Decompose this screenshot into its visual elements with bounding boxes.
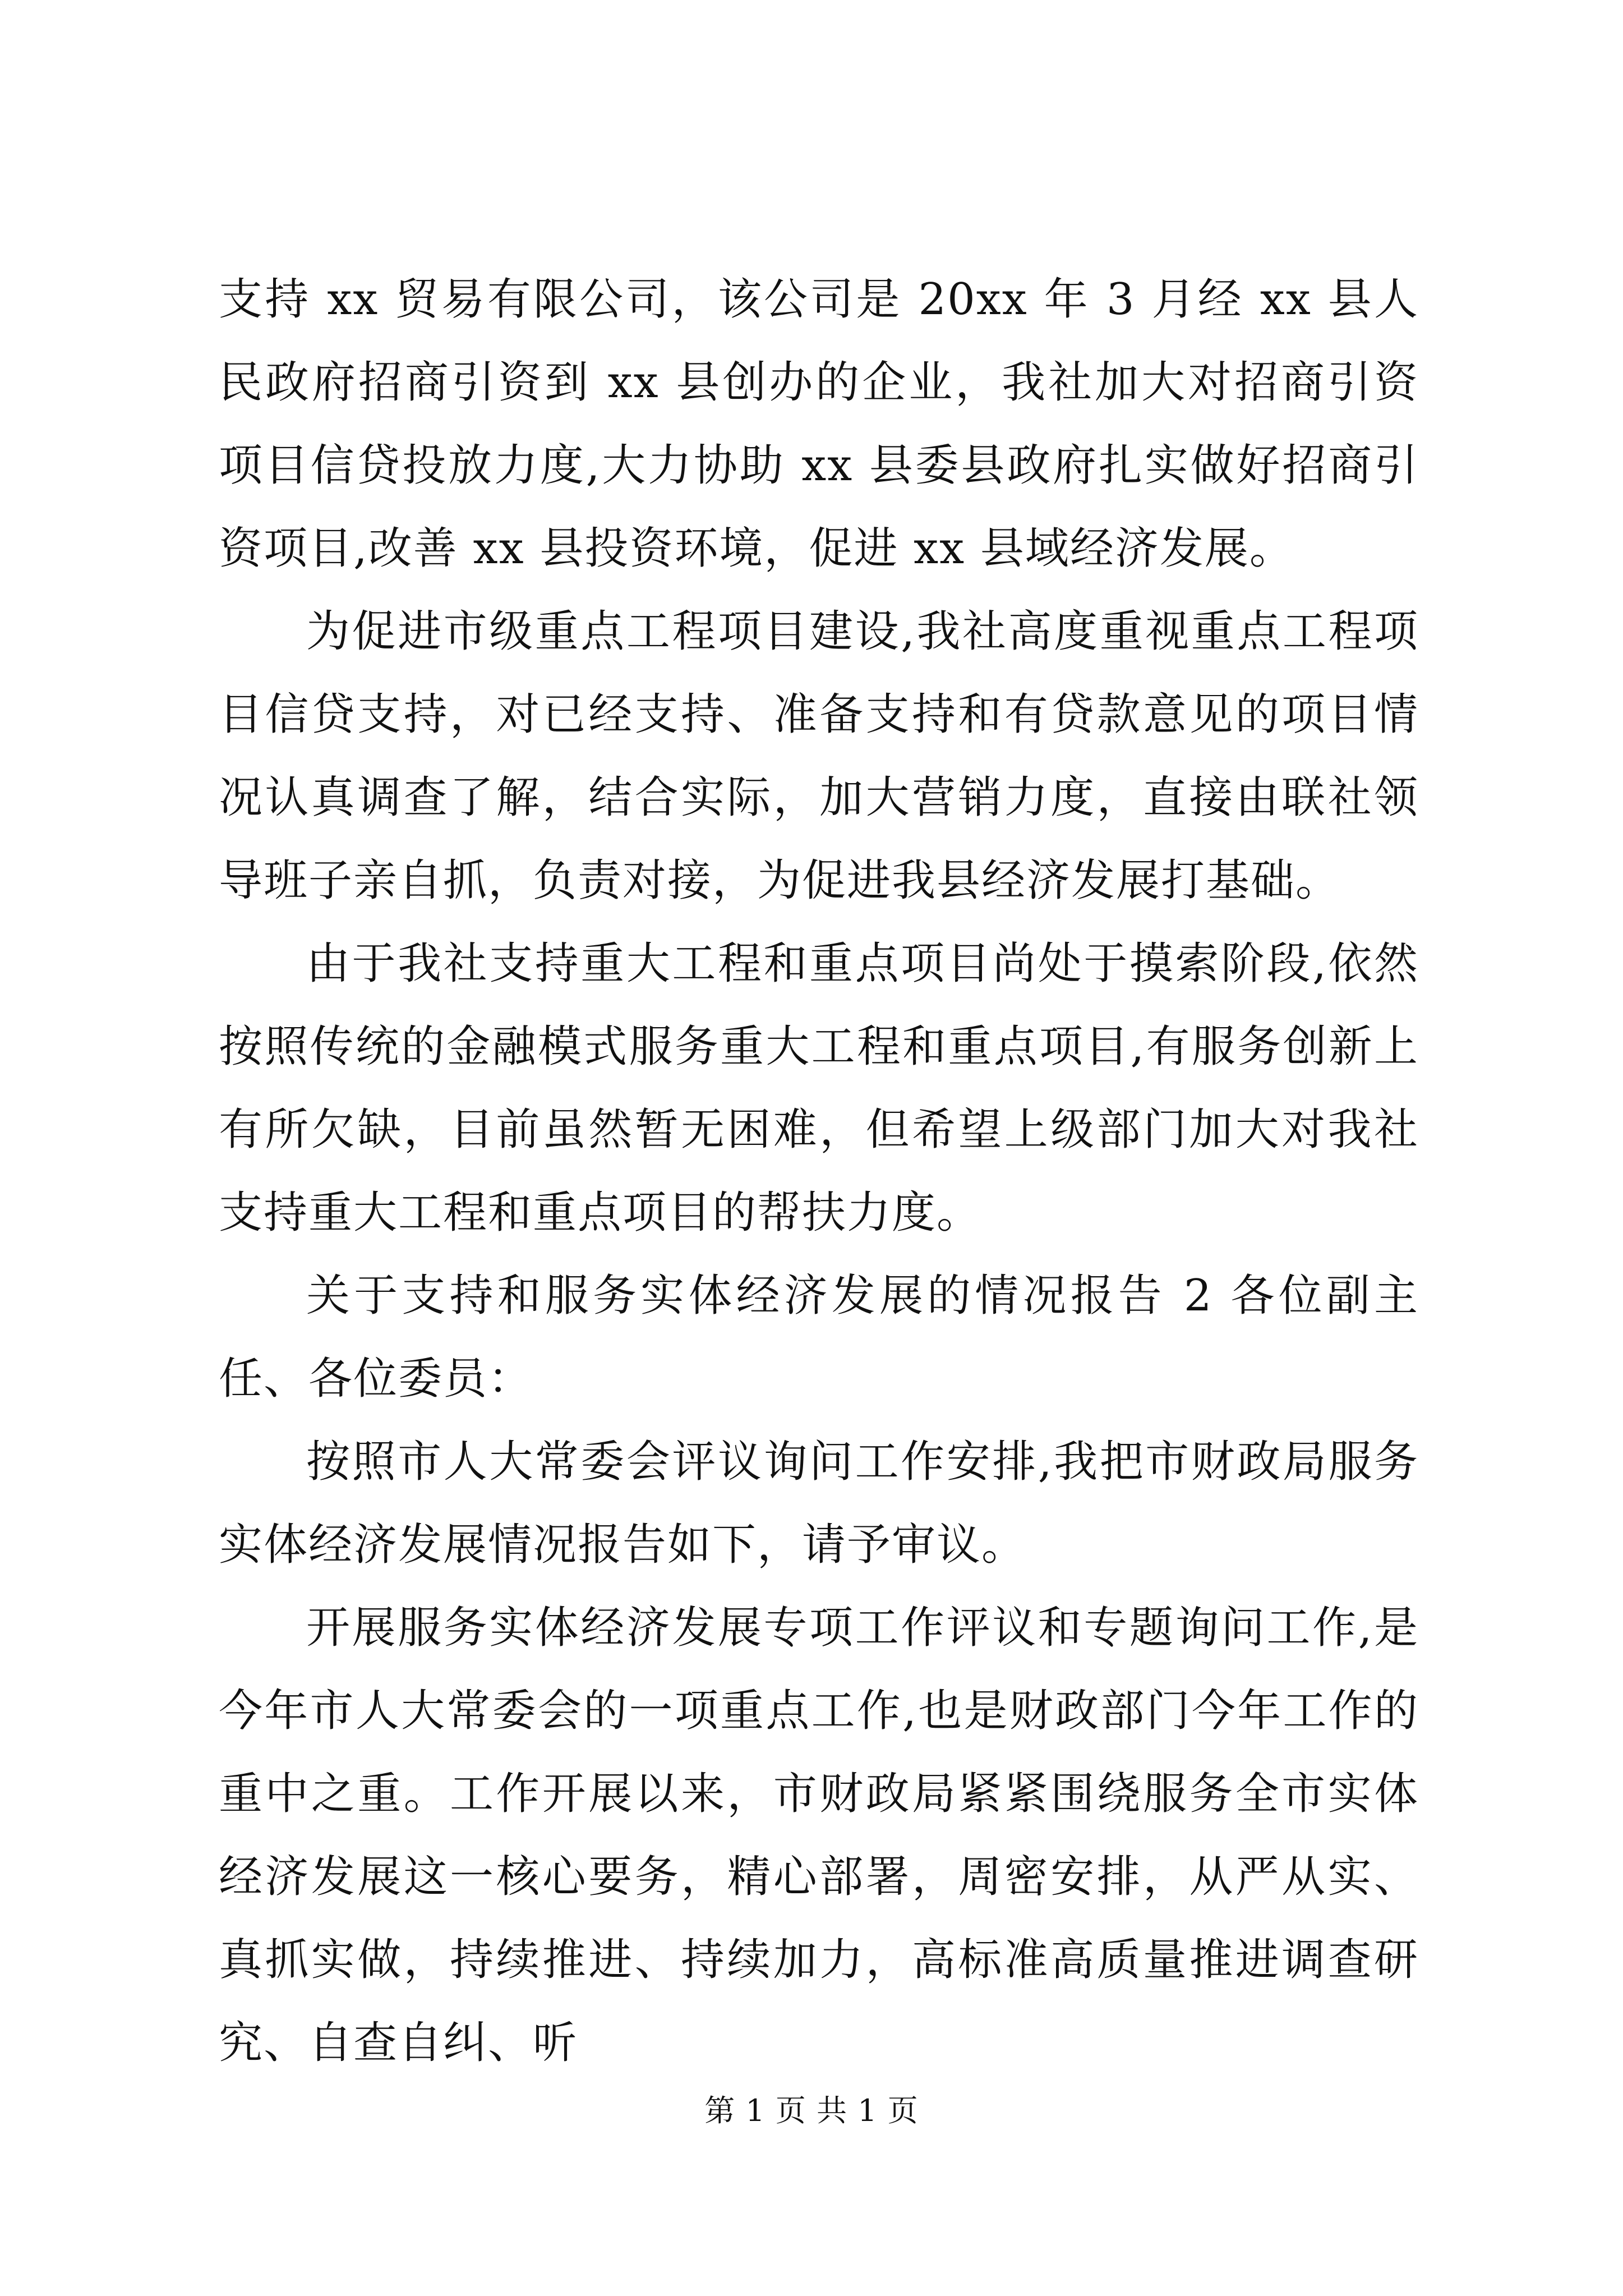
paragraph-1: 支持 xx 贸易有限公司，该公司是 20xx 年 3 月经 xx 县人民政府招商引资到 xx 县创办的企业，我社加大对招商引资项目信贷投放力度,大力协助 xx 县委县政府扎实做好招商引资项目,改善 xx 县投资环境，促进 xx 县域经济发展。 bbox=[219, 274, 1419, 574]
page-footer: 第 1 页 共 1 页 bbox=[704, 2093, 919, 2128]
paragraph-3: 由于我社支持重大工程和重点项目尚处于摸索阶段,依然按照传统的金融模式服务重大工程和重点项目,有服务创新上有所欠缺，目前虽然暂无困难，但希望上级部门加大对我社支持重大工程和重点项目的帮扶力度。 bbox=[219, 938, 1419, 1238]
paragraph-2: 为促进市级重点工程项目建设,我社高度重视重点工程项目信贷支持，对已经支持、准备支持和有贷款意见的项目情况认真调查了解，结合实际，加大营销力度，直接由联社领导班子亲自抓，负责对接，为促进我县经济发展打基础。 bbox=[219, 606, 1419, 906]
paragraph-4: 关于支持和服务实体经济发展的情况报告 2 各位副主任、各位委员： bbox=[219, 1271, 1419, 1404]
document-body bbox=[219, 258, 1419, 2085]
paragraph-6: 开展服务实体经济发展专项工作评议和专题询问工作,是今年市人大常委会的一项重点工作,也是财政部门今年工作的重中之重。工作开展以来，市财政局紧紧围绕服务全市实体经济发展这一核心要务，精心部署，周密安排，从严从实、真抓实做，持续推进、持续加力，高标准高质量推进调查研究、自查自纠、听 bbox=[219, 1603, 1419, 2068]
paragraph-5: 按照市人大常委会评议询问工作安排,我把市财政局服务实体经济发展情况报告如下，请予审议。 bbox=[219, 1437, 1419, 1570]
